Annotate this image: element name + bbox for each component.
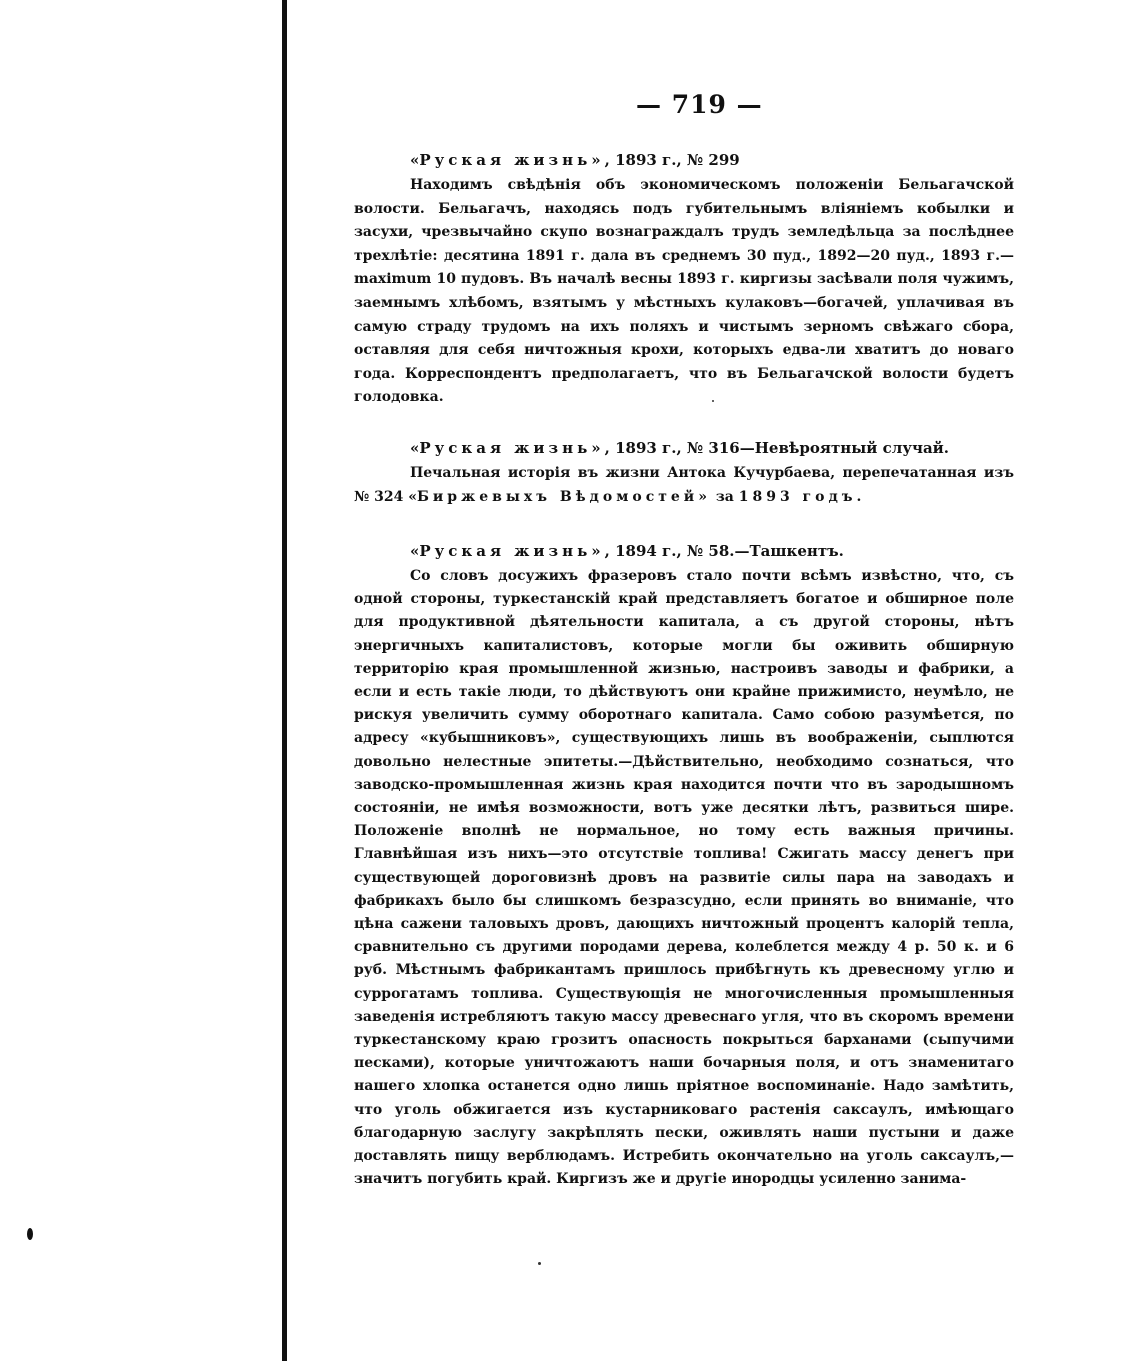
entry-1 [354,150,1014,410]
entry-3-reference [354,541,1014,561]
year-text: 1893 годъ. [738,488,866,505]
newspaper-title: Биржевыхъ Вѣдомостей» [416,488,711,505]
open-quote: « [410,439,420,457]
entry-3 [354,541,1014,1191]
issue-info: , 1893 г., № 316—Невѣроятный случай. [604,439,950,457]
text-run: за [710,488,739,505]
issue-info: , 1894 г., № 58.—Ташкентъ. [604,542,844,560]
ink-speck [538,1262,541,1265]
text-run: Печальная исторія въ жизни Антока Кучурбаева, перепечатанная изъ № 324 « [354,465,1014,505]
open-quote: « [410,151,420,169]
binding-edge-line [282,0,287,1361]
entry-1-reference [354,150,1014,170]
page-number: — 719 — [636,90,763,119]
open-quote: « [410,542,420,560]
journal-title: Руская жизнь» [419,151,605,169]
issue-info: , 1893 г., № 299 [604,151,740,169]
entry-2 [354,438,1014,509]
journal-title: Руская жизнь» [419,542,605,560]
entry-3-text: Со словъ досужихъ фразеровъ стало почти всѣмъ извѣстно, что, съ одной стороны, туркестанскій край представляетъ богатое и обширное поле для продуктивной дѣятельности капитала, а съ другой стороны, нѣтъ энергичныхъ капиталистовъ, которые могли бы оживить обширную территорію края промышленной жизнью, настроивъ заводы и фабрики, а если и есть такіе люди, то дѣйствуютъ они крайне прижимисто, неумѣло, не рискуя увеличить сумму оборотнаго капитала. Само собою разумѣется, по адресу «кубышниковъ», существующихъ лишь въ воображеніи, сыплются довольно нелестные эпитеты.—Дѣйствительно, необходимо сознаться, что заводско-промышленная жизнь края находится почти что въ зародышномъ состояніи, не имѣя возможности, вотъ уже десятки лѣтъ, развиться шире. Положеніе вполнѣ не нормальное, но тому есть важныя причины. Главнѣйшая изъ нихъ—это отсутствіе топлива! Сжигать массу денегъ при существующей дороговизнѣ дровъ на развитіе силы пара на заводахъ и фабрикахъ было бы слишкомъ безразсудно, если принять во вниманіе, что цѣна сажени таловыхъ дровъ, дающихъ ничтожный процентъ калорій тепла, сравнительно съ другими породами дерева, колеблется между 4 р. 50 к. и 6 руб. Мѣстнымъ фабрикантамъ пришлось прибѣгнуть къ древесному углю и суррогатамъ топлива. Существующія не многочисленныя промышленныя заведенія истребляютъ такую массу древеснаго угля, что въ скоромъ времени туркестанскому краю грозитъ опасность покрыться барханами (сыпучими песками), которые уничтожаютъ наши бочарныя поля, и отъ знаменитаго нашего хлопка останется одно лишь пріятное воспоминаніе. Надо замѣтить, что уголь обжигается изъ кустарниковаго растенія саксаулъ, имѣющаго благодарную заслугу закрѣплять пески, оживлять наши пустыни и даже доставлять пищу верблюдамъ. Истребить окончательно на уголь саксаулъ,—значитъ погубить край. Киргизъ же и другіе инородцы усиленно занима- [354,568,1014,1188]
entry-1-text: Находимъ свѣдѣнія объ экономическомъ положеніи Бельагачской волости. Бельагачъ, находясь подъ губительнымъ вліяніемъ кобылки и засухи, чрезвычайно скупо вознаграждалъ трудъ земледѣльца за послѣднее трехлѣтіе: десятина 1891 г. дала въ среднемъ 30 пуд., 1892—20 пуд., 1893 г.—maximum 10 пудовъ. Въ началѣ весны 1893 г. киргизы засѣвали поля чужимъ, заемнымъ хлѣбомъ, взятымъ у мѣстныхъ кулаковъ—богачей, уплачивая въ самую страду трудомъ на ихъ поляхъ и чистымъ зерномъ свѣжаго сбора, оставляя для себя ничтожныя крохи, которыхъ едва-ли хватитъ до новаго года. Корреспондентъ предполагаетъ, что въ Бельагачской волости будетъ голодовка. [354,177,1014,406]
journal-title: Руская жизнь» [419,439,605,457]
entry-2-text [354,462,1014,509]
margin-ink-mark [27,1228,33,1240]
entry-2-reference [354,438,1014,458]
